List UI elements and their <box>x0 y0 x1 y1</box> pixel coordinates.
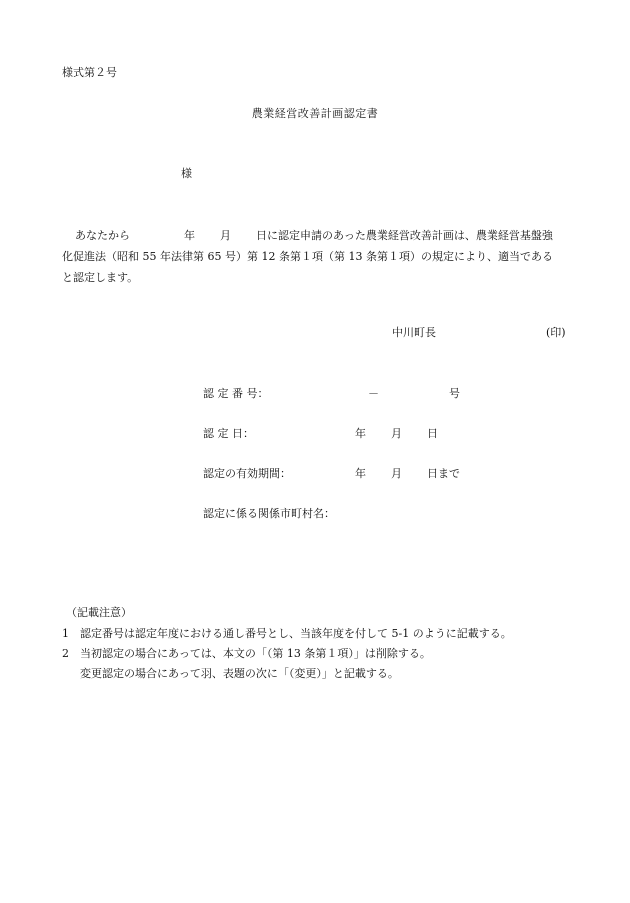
related-municipalities-label: 認定に係る関係市町村名： <box>203 507 335 520</box>
note-number: 1 <box>62 627 69 640</box>
certification-date-year: 年 <box>355 427 366 440</box>
certification-date-label: 認 定 日： <box>203 427 254 440</box>
document-title: 農業経営改善計画認定書 <box>251 107 379 120</box>
recipient-honorific: 様 <box>181 167 192 180</box>
certification-number-dash: － <box>368 387 379 400</box>
body-month: 月 <box>220 229 231 242</box>
certification-body <box>62 225 572 288</box>
body-intro: あなたから <box>75 229 130 242</box>
form-number: 様式第２号 <box>62 66 117 79</box>
validity-period-label: 認定の有効期間： <box>203 467 291 480</box>
certification-date-month: 月 <box>391 427 402 440</box>
certification-number-label: 認 定 番 号： <box>203 387 269 400</box>
note-text: 変更認定の場合にあって羽、表題の次に「（変更）」と記載する。 <box>80 667 399 680</box>
issuer-title: 中川町長 <box>392 326 436 339</box>
validity-year: 年 <box>355 467 366 480</box>
body-line-3: と認定します。 <box>62 271 139 284</box>
body-year: 年 <box>184 229 195 242</box>
certification-date-day: 日 <box>427 427 438 440</box>
notes-heading: （記載注意） <box>66 606 132 619</box>
validity-month: 月 <box>391 467 402 480</box>
note-number: 2 <box>62 647 69 660</box>
body-line-2: 化促進法（昭和 55 年法律第 65 号）第 12 条第１項（第 13 条第１項）の規定により、適当である <box>62 250 553 263</box>
seal-mark: (印) <box>546 326 566 339</box>
certification-number-suffix: 号 <box>449 387 460 400</box>
body-line-1 <box>62 225 572 246</box>
note-text: 認定番号は認定年度における通し番号とし、当該年度を付して 5-1 のように記載する。 <box>80 627 512 640</box>
validity-day: 日まで <box>427 467 460 480</box>
body-day-rest: 日に認定申請のあった農業経営改善計画は、農業経営基盤強 <box>256 229 553 242</box>
note-text: 当初認定の場合にあっては、本文の「（第 13 条第１項）」は削除する。 <box>80 647 431 660</box>
